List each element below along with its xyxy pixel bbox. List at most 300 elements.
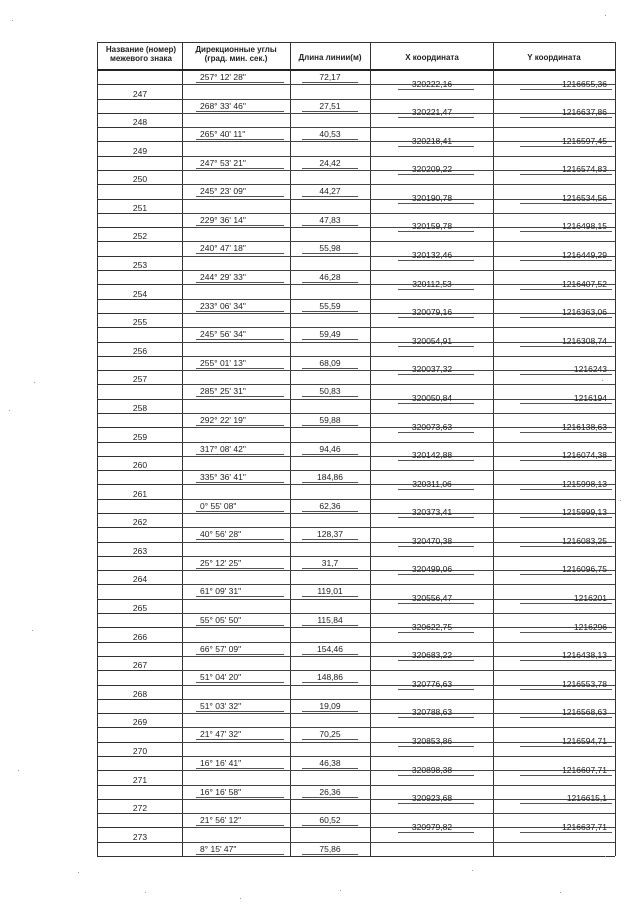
segment-angle: 244° 29' 33": [200, 272, 246, 282]
segment-angle: 247° 53' 21": [200, 158, 246, 168]
point-name: 251: [132, 203, 148, 213]
cell-underline: [520, 317, 612, 318]
point-x: 320037,32: [411, 364, 453, 374]
cell-underline: [196, 682, 284, 683]
segment-angle: 265° 40' 11": [200, 129, 246, 139]
scan-speck: [472, 870, 473, 871]
row-divider-name: [97, 127, 182, 128]
cell-underline: [520, 89, 612, 90]
row-divider-name: [97, 184, 182, 185]
segment-length: 62,36: [319, 501, 341, 511]
row-divider-name: [97, 427, 182, 428]
point-x: 320979,82: [411, 822, 453, 832]
segment-length: 26,36: [319, 787, 341, 797]
segment-length: 128,37: [317, 529, 343, 539]
cell-underline: [520, 574, 612, 575]
cell-underline: [302, 339, 358, 340]
row-divider-name: [97, 213, 182, 214]
row-divider-name: [97, 699, 182, 700]
point-y: 1216568,63: [562, 707, 607, 717]
segment-angle: 233° 06' 34": [200, 301, 246, 311]
row-divider-name: [97, 499, 182, 500]
cell-underline: [196, 253, 284, 254]
point-y: 1216083,25: [562, 536, 607, 546]
segment-angle: 285° 25' 31": [200, 386, 246, 396]
segment-length: 31,7: [321, 558, 339, 568]
point-name: 264: [132, 574, 148, 584]
cell-underline: [196, 225, 284, 226]
header-name: Название (номер) межевого знака: [105, 45, 177, 63]
table-border-v: [182, 42, 183, 856]
point-x: 320073,63: [411, 422, 453, 432]
cell-underline: [196, 368, 284, 369]
cell-underline: [398, 432, 474, 433]
point-y: 1216243: [573, 364, 607, 374]
segment-length: 44,27: [319, 186, 341, 196]
segment-angle: 25° 12' 25": [200, 558, 242, 568]
table-border-v: [97, 42, 98, 856]
cell-underline: [196, 282, 284, 283]
point-x: 320788,63: [411, 707, 453, 717]
row-divider-name: [97, 727, 182, 728]
point-name: 250: [132, 174, 148, 184]
point-x: 320470,38: [411, 536, 453, 546]
cell-underline: [196, 482, 284, 483]
segment-angle: 66° 57' 09": [200, 644, 242, 654]
row-divider-name: [97, 313, 182, 314]
cell-underline: [196, 711, 284, 712]
row-divider-name: [97, 756, 182, 757]
cell-underline: [520, 832, 612, 833]
point-y: 1216438,13: [562, 650, 607, 660]
row-divider-data: [182, 584, 615, 585]
row-divider-name: [97, 241, 182, 242]
cell-underline: [398, 632, 474, 633]
cell-underline: [302, 568, 358, 569]
point-x: 320683,22: [411, 650, 453, 660]
point-y: 1215998,13: [562, 479, 607, 489]
segment-angle: 229° 36' 14": [200, 215, 246, 225]
point-y: 1216138,63: [562, 422, 607, 432]
row-divider-name: [97, 513, 182, 514]
cell-underline: [520, 517, 612, 518]
row-divider-name: [97, 141, 182, 142]
row-divider-name: [97, 670, 182, 671]
row-divider-name: [97, 442, 182, 443]
cell-underline: [196, 854, 284, 855]
point-y: 1216534,56: [562, 193, 607, 203]
segment-angle: 55° 05' 50": [200, 615, 242, 625]
cell-underline: [520, 460, 612, 461]
cell-underline: [520, 603, 612, 604]
cell-underline: [196, 825, 284, 826]
cell-underline: [398, 260, 474, 261]
cell-underline: [398, 174, 474, 175]
segment-length: 115,84: [317, 615, 343, 625]
segment-angle: 61° 09' 31": [200, 586, 242, 596]
row-divider-name: [97, 284, 182, 285]
point-y: 1216296: [573, 622, 607, 632]
point-x: 320079,16: [411, 307, 453, 317]
cell-underline: [520, 717, 612, 718]
row-divider-data: [182, 813, 615, 814]
segment-angle: 240° 47' 18": [200, 243, 246, 253]
table-border-bottom: [97, 856, 615, 857]
scan-speck: [602, 380, 603, 381]
row-divider-data: [182, 327, 615, 328]
row-divider-data: [182, 756, 615, 757]
cell-underline: [520, 632, 612, 633]
cell-underline: [520, 403, 612, 404]
point-y: 1216615,1: [566, 793, 607, 803]
point-x: 320142,88: [411, 450, 453, 460]
cell-underline: [196, 768, 284, 769]
point-y: 1216637,71: [562, 822, 607, 832]
cell-underline: [398, 146, 474, 147]
row-divider-data: [182, 127, 615, 128]
table-border-top: [97, 42, 615, 43]
point-name: 267: [132, 660, 148, 670]
point-y: 1215999,13: [562, 507, 607, 517]
point-x: 320622,75: [411, 622, 453, 632]
segment-length: 70,25: [319, 729, 341, 739]
cell-underline: [398, 603, 474, 604]
segment-angle: 335° 36' 41": [200, 472, 246, 482]
cell-underline: [520, 289, 612, 290]
cell-underline: [398, 689, 474, 690]
point-name: 263: [132, 546, 148, 556]
table-border-v: [615, 42, 616, 856]
point-x: 320222,16: [411, 79, 453, 89]
row-divider-name: [97, 370, 182, 371]
row-divider-name: [97, 713, 182, 714]
segment-length: 75,86: [319, 844, 341, 854]
cell-underline: [520, 746, 612, 747]
cell-underline: [302, 368, 358, 369]
segment-angle: 292° 22' 19": [200, 415, 246, 425]
cell-underline: [196, 797, 284, 798]
point-name: 247: [132, 89, 148, 99]
cell-underline: [398, 374, 474, 375]
point-y: 1216498,15: [562, 221, 607, 231]
cell-underline: [196, 654, 284, 655]
cell-underline: [398, 546, 474, 547]
row-divider-name: [97, 642, 182, 643]
row-divider-name: [97, 599, 182, 600]
point-y: 1216607,71: [562, 765, 607, 775]
cell-underline: [302, 168, 358, 169]
row-divider-data: [182, 270, 615, 271]
row-divider-name: [97, 256, 182, 257]
point-y: 1216553,78: [562, 679, 607, 689]
cell-underline: [520, 660, 612, 661]
cell-underline: [520, 231, 612, 232]
point-y: 1216074,38: [562, 450, 607, 460]
cell-underline: [398, 89, 474, 90]
cell-underline: [520, 689, 612, 690]
cell-underline: [302, 482, 358, 483]
cell-underline: [398, 803, 474, 804]
point-x: 320776,63: [411, 679, 453, 689]
point-name: 272: [132, 803, 148, 813]
cell-underline: [302, 654, 358, 655]
point-x: 320112,53: [412, 279, 452, 289]
cell-underline: [520, 260, 612, 261]
row-divider-data: [182, 556, 615, 557]
row-divider-name: [97, 799, 182, 800]
row-divider-data: [182, 499, 615, 500]
cell-underline: [398, 117, 474, 118]
table-header-divider: [97, 69, 615, 71]
segment-angle: 51° 04' 20": [200, 672, 242, 682]
point-y: 1216597,45: [562, 136, 607, 146]
point-name: 249: [132, 146, 148, 156]
row-divider-name: [97, 384, 182, 385]
cell-underline: [302, 511, 358, 512]
scan-speck: [18, 770, 19, 771]
point-y: 1216194: [573, 393, 607, 403]
table-border-v: [290, 42, 291, 856]
segment-length: 46,38: [319, 758, 341, 768]
point-y: 1216363,06: [562, 307, 607, 317]
row-divider-name: [97, 656, 182, 657]
point-name: 269: [132, 717, 148, 727]
point-name: 273: [132, 832, 148, 842]
segment-length: 24,42: [319, 158, 341, 168]
point-x: 320050,84: [411, 393, 453, 403]
segment-length: 40,53: [319, 129, 341, 139]
point-name: 259: [132, 432, 148, 442]
segment-angle: 21° 47' 32": [200, 729, 242, 739]
point-name: 271: [132, 775, 148, 785]
point-y: 1216201: [573, 593, 607, 603]
cell-underline: [520, 803, 612, 804]
point-x: 320898,38: [411, 765, 453, 775]
cell-underline: [196, 168, 284, 169]
row-divider-data: [182, 613, 615, 614]
segment-length: 47,83: [319, 215, 341, 225]
scan-speck: [560, 892, 561, 893]
row-divider-name: [97, 527, 182, 528]
scan-speck: [605, 856, 606, 857]
row-divider-data: [182, 241, 615, 242]
cell-underline: [398, 317, 474, 318]
row-divider-name: [97, 685, 182, 686]
cell-underline: [302, 682, 358, 683]
row-divider-name: [97, 199, 182, 200]
row-divider-name: [97, 327, 182, 328]
row-divider-data: [182, 356, 615, 357]
row-divider-name: [97, 827, 182, 828]
point-y: 1216574,83: [562, 164, 607, 174]
segment-length: 94,46: [319, 444, 341, 454]
cell-underline: [302, 596, 358, 597]
row-divider-data: [182, 699, 615, 700]
point-name: 266: [132, 632, 148, 642]
cell-underline: [398, 832, 474, 833]
segment-length: 46,28: [319, 272, 341, 282]
cell-underline: [302, 825, 358, 826]
row-divider-name: [97, 399, 182, 400]
row-divider-name: [97, 542, 182, 543]
segment-length: 72,17: [319, 72, 341, 82]
row-divider-name: [97, 113, 182, 114]
scan-speck: [32, 630, 33, 631]
point-y: 1216655,36: [562, 79, 607, 89]
point-name: 256: [132, 346, 148, 356]
header-x: X координата: [405, 53, 459, 62]
cell-underline: [196, 625, 284, 626]
row-divider-name: [97, 156, 182, 157]
point-name: 265: [132, 603, 148, 613]
row-divider-data: [182, 156, 615, 157]
cell-underline: [302, 854, 358, 855]
segment-angle: 245° 56' 34": [200, 329, 246, 339]
segment-length: 184,86: [317, 472, 343, 482]
row-divider-name: [97, 627, 182, 628]
cell-underline: [520, 775, 612, 776]
point-name: 268: [132, 689, 148, 699]
point-name: 248: [132, 117, 148, 127]
cell-underline: [302, 739, 358, 740]
cell-underline: [196, 82, 284, 83]
cell-underline: [302, 396, 358, 397]
row-divider-name: [97, 785, 182, 786]
point-name: 270: [132, 746, 148, 756]
header-y: Y координата: [527, 53, 581, 62]
cell-underline: [520, 203, 612, 204]
cell-underline: [520, 374, 612, 375]
table-border-v: [370, 42, 371, 856]
row-divider-name: [97, 742, 182, 743]
segment-length: 59,88: [319, 415, 341, 425]
point-x: 320221,47: [411, 107, 453, 117]
point-x: 320159,78: [411, 221, 453, 231]
point-x: 320311,06: [412, 479, 452, 489]
row-divider-data: [182, 413, 615, 414]
cell-underline: [196, 396, 284, 397]
segment-angle: 16° 16' 41": [200, 758, 242, 768]
point-x: 320190,78: [411, 193, 453, 203]
cell-underline: [398, 775, 474, 776]
cell-underline: [196, 568, 284, 569]
scan-speck: [9, 410, 10, 411]
point-y: 1216449,29: [562, 250, 607, 260]
row-divider-data: [182, 842, 615, 843]
row-divider-data: [182, 213, 615, 214]
cell-underline: [302, 253, 358, 254]
row-divider-name: [97, 813, 182, 814]
cell-underline: [398, 231, 474, 232]
point-name: 262: [132, 517, 148, 527]
cell-underline: [398, 403, 474, 404]
cell-underline: [398, 574, 474, 575]
cell-underline: [520, 489, 612, 490]
cell-underline: [196, 339, 284, 340]
point-name: 254: [132, 289, 148, 299]
point-x: 320853,86: [411, 736, 453, 746]
cell-underline: [302, 196, 358, 197]
table-border-v: [493, 42, 494, 856]
cell-underline: [398, 489, 474, 490]
cell-underline: [520, 117, 612, 118]
scan-speck: [240, 898, 241, 899]
segment-length: 55,59: [319, 301, 341, 311]
point-name: 252: [132, 231, 148, 241]
cell-underline: [302, 539, 358, 540]
row-divider-data: [182, 184, 615, 185]
point-name: 257: [132, 374, 148, 384]
cell-underline: [196, 196, 284, 197]
cell-underline: [302, 82, 358, 83]
row-divider-name: [97, 570, 182, 571]
cell-underline: [520, 146, 612, 147]
point-x: 320556,47: [411, 593, 453, 603]
row-divider-name: [97, 342, 182, 343]
cell-underline: [398, 460, 474, 461]
row-divider-data: [182, 785, 615, 786]
cell-underline: [196, 739, 284, 740]
cell-underline: [398, 746, 474, 747]
row-divider-name: [97, 556, 182, 557]
row-divider-name: [97, 227, 182, 228]
cell-underline: [196, 539, 284, 540]
row-divider-data: [182, 527, 615, 528]
segment-angle: 8° 15' 47": [200, 844, 237, 854]
segment-angle: 0° 55' 08": [200, 501, 237, 511]
point-y: 1216637,86: [562, 107, 607, 117]
row-divider-name: [97, 770, 182, 771]
row-divider-name: [97, 299, 182, 300]
cell-underline: [302, 139, 358, 140]
cell-underline: [196, 139, 284, 140]
cell-underline: [302, 225, 358, 226]
segment-length: 154,46: [317, 644, 343, 654]
cell-underline: [302, 625, 358, 626]
cell-underline: [302, 311, 358, 312]
row-divider-name: [97, 456, 182, 457]
cell-underline: [398, 346, 474, 347]
point-x: 320923,68: [411, 793, 453, 803]
row-divider-data: [182, 384, 615, 385]
cell-underline: [302, 425, 358, 426]
cell-underline: [520, 174, 612, 175]
scan-speck: [34, 382, 35, 383]
cell-underline: [302, 797, 358, 798]
segment-angle: 16° 16' 58": [200, 787, 242, 797]
point-x: 320209,22: [411, 164, 453, 174]
cell-underline: [398, 203, 474, 204]
row-divider-name: [97, 270, 182, 271]
cell-underline: [302, 111, 358, 112]
segment-angle: 21° 56' 12": [200, 815, 242, 825]
segment-length: 68,09: [319, 358, 341, 368]
row-divider-data: [182, 670, 615, 671]
segment-length: 59,49: [319, 329, 341, 339]
row-divider-name: [97, 484, 182, 485]
row-divider-name: [97, 356, 182, 357]
cell-underline: [196, 425, 284, 426]
point-name: 255: [132, 317, 148, 327]
cell-underline: [302, 768, 358, 769]
row-divider-data: [182, 642, 615, 643]
point-y: 1216308,74: [562, 336, 607, 346]
cell-underline: [196, 111, 284, 112]
cell-underline: [398, 289, 474, 290]
scan-speck: [340, 890, 341, 891]
scan-speck: [620, 500, 621, 501]
row-divider-data: [182, 470, 615, 471]
